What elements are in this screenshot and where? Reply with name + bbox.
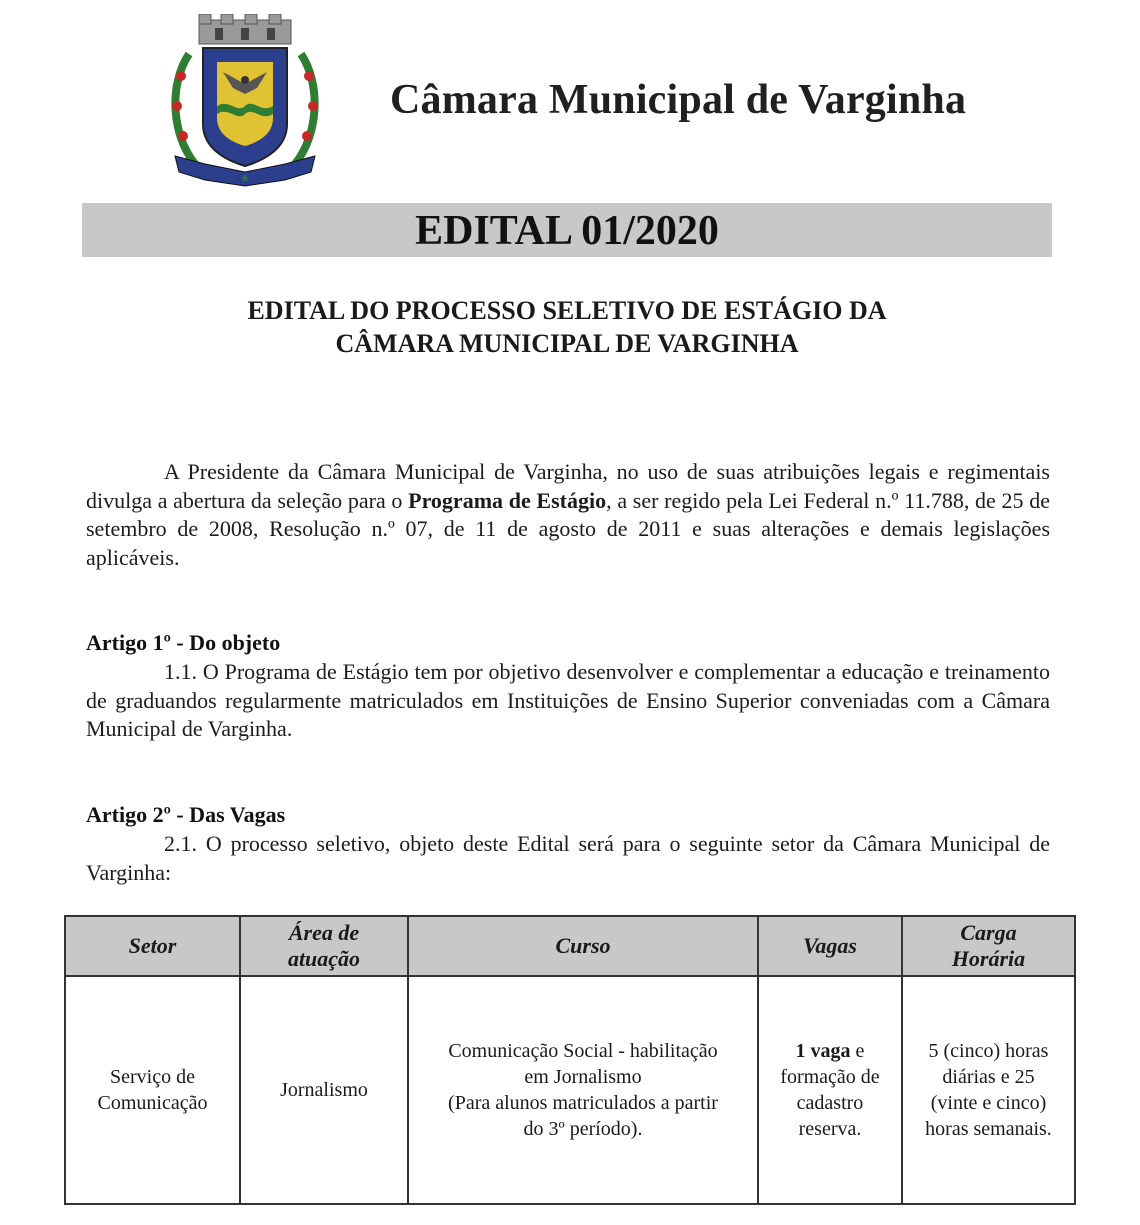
edital-title: EDITAL 01/2020 [415,208,719,254]
institution-name: Câmara Municipal de Varginha [390,77,967,123]
header-curso: Curso [408,916,758,976]
cell-vagas-line-4: reserva. [798,1118,862,1140]
cell-vagas-line-3: cadastro [796,1092,864,1114]
cell-vagas-line-1-rest: e [850,1040,865,1062]
cell-curso-line-1: Comunicação Social - habilitação [448,1040,718,1062]
coat-of-arms-icon [165,14,325,190]
header-area-line-1: Área de [288,920,360,945]
cell-carga-line-4: horas semanais. [925,1118,1052,1140]
article-2-paragraph [86,830,1050,887]
intro-text-part2: , a ser regido pela Lei Federal n.º 11.788, de 25 de setembro de 2008, Resolução n.º 07, de 11 de agosto de 2011 e suas alterações e demais legislações aplicáveis. [86,487,1050,570]
cell-vagas-bold: 1 vaga [795,1040,851,1062]
cell-setor-line-2: Comunicação [97,1092,208,1114]
cell-curso-line-3: (Para alunos matriculados a partir [448,1092,718,1114]
header-carga [902,916,1075,976]
vacancies-table [64,915,1076,1205]
article-2-heading: Artigo 2º - Das Vagas [86,802,286,827]
cell-setor [65,976,240,1204]
header-carga-line-1: Carga [960,920,1017,945]
cell-vagas-line-2: formação de [780,1066,880,1088]
intro-text-part1: A Presidente da Câmara Municipal de Varginha, no uso de suas atribuições legais e regimentais divulga a abertura da seleção para o [86,459,1050,513]
intro-paragraph [86,458,1050,572]
table-header-row [65,916,1075,976]
article-1-heading: Artigo 1º - Do objeto [86,630,281,655]
cell-curso [408,976,758,1204]
header-area [240,916,408,976]
article-1-text: 1.1. O Programa de Estágio tem por objetivo desenvolver e complementar a educação e treinamento de graduandos regularmente matriculados em Instituições de Ensino Superior conveniadas com a Câmara Municipal de Varginha. [86,659,1050,741]
cell-curso-line-2: em Jornalismo [524,1066,642,1088]
header-area-line-2: atuação [287,946,361,971]
cell-curso-line-4: do 3º período). [523,1118,643,1140]
cell-carga-line-2: diárias e 25 [942,1066,1035,1088]
header-carga-line-2: Horária [951,946,1026,971]
cell-carga-line-3: (vinte e cinco) [930,1092,1047,1114]
cell-carga-line-1: 5 (cinco) horas [928,1040,1049,1062]
subtitle-line-2: CÂMARA MUNICIPAL DE VARGINHA [335,329,799,358]
subtitle-line-1: EDITAL DO PROCESSO SELETIVO DE ESTÁGIO DA [247,296,887,325]
table-row [65,976,1075,1204]
document-subtitle [82,294,1052,360]
header-vagas: Vagas [758,916,902,976]
article-1-paragraph [86,658,1050,744]
header-setor: Setor [65,916,240,976]
cell-area: Jornalismo [240,976,408,1204]
article-2-text: 2.1. O processo seletivo, objeto deste Edital será para o seguinte setor da Câmara Municipal de Varginha: [86,831,1050,885]
cell-carga [902,976,1075,1204]
edital-title-bar [82,203,1052,257]
cell-setor-line-1: Serviço de [110,1066,195,1088]
cell-vagas [758,976,902,1204]
intro-text-bold: Programa de Estágio [408,487,607,513]
